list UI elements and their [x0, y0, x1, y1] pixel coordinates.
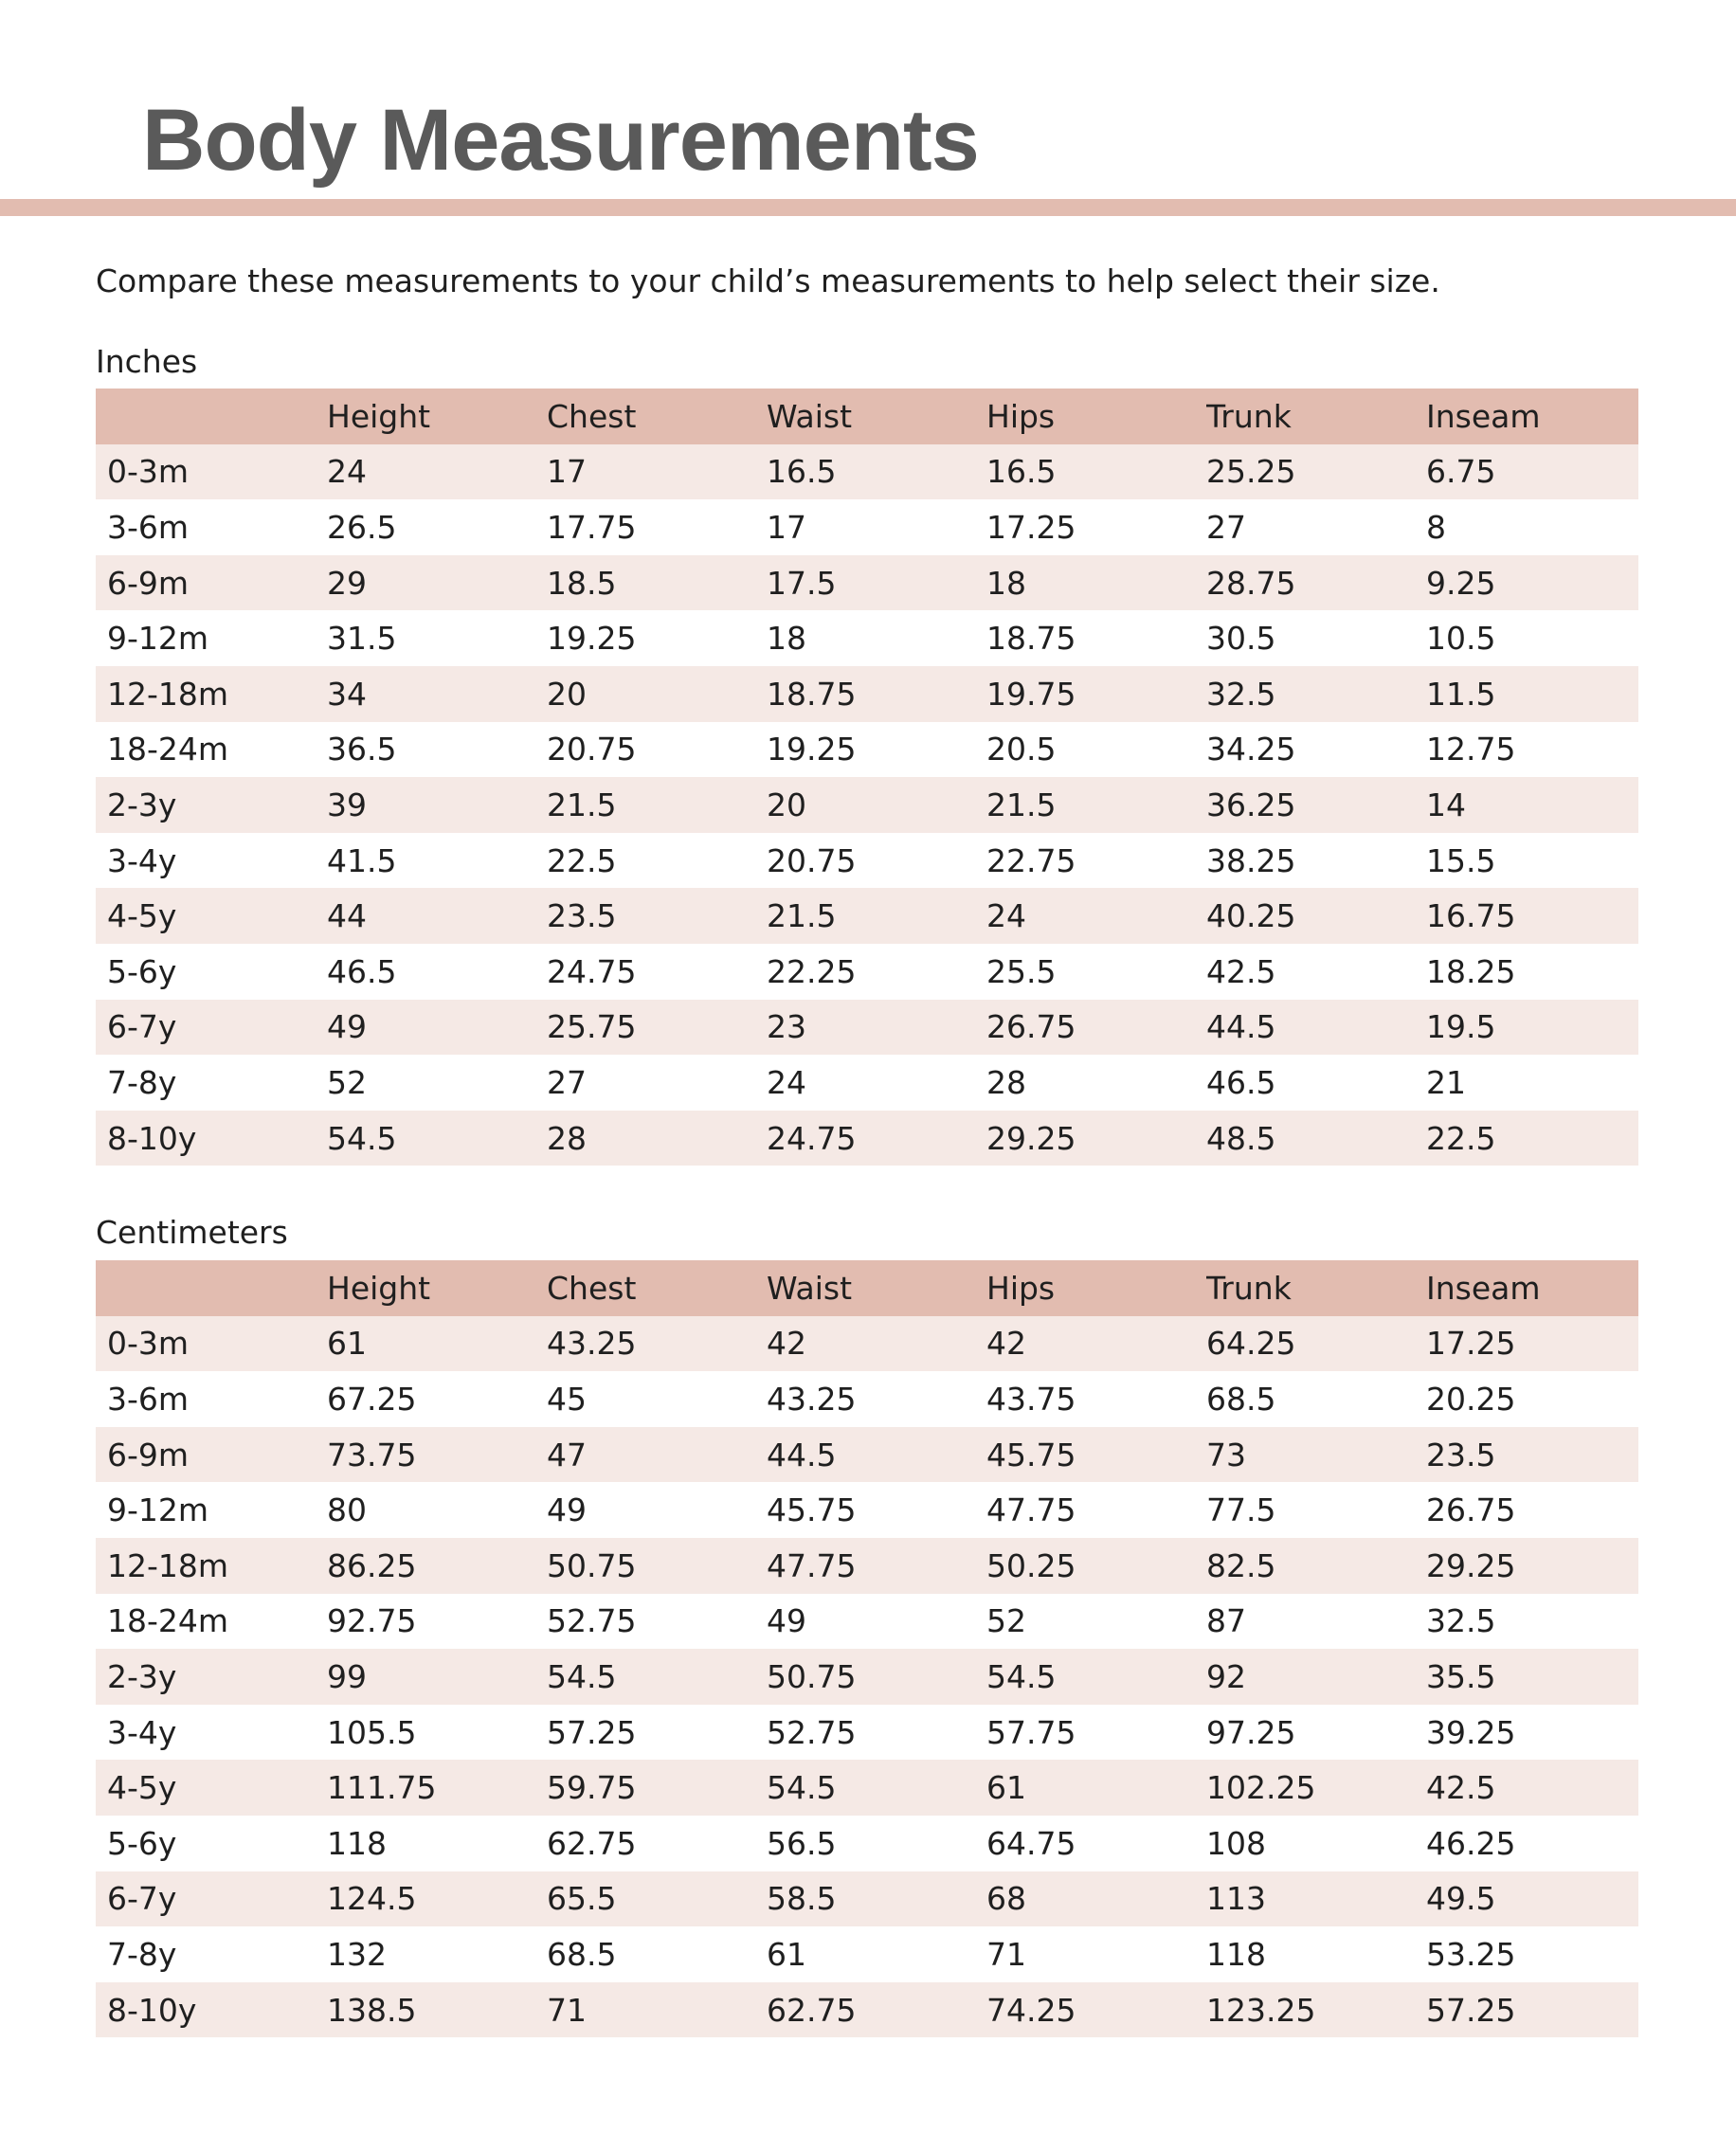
trunk-cell: 30.5 [1206, 620, 1276, 658]
page-title: Body Measurements [142, 92, 979, 189]
inseam-cell: 10.5 [1426, 620, 1496, 658]
chest-cell: 24.75 [547, 952, 637, 990]
height-cell: 54.5 [327, 1119, 397, 1157]
table-header-row [96, 389, 1638, 444]
chest-cell: 25.75 [547, 1008, 637, 1046]
trunk-cell: 92 [1206, 1657, 1246, 1695]
size-cell: 7-8y [107, 1063, 177, 1101]
header-inseam: Inseam [1426, 1269, 1541, 1307]
centimeters-measurement-table [96, 1260, 1638, 2037]
height-cell: 111.75 [327, 1769, 437, 1807]
trunk-cell: 77.5 [1206, 1491, 1276, 1529]
header-height: Height [327, 397, 431, 435]
table-row [96, 1055, 1638, 1111]
waist-cell: 58.5 [767, 1880, 837, 1918]
height-cell: 41.5 [327, 841, 397, 879]
hips-cell: 64.75 [986, 1824, 1076, 1862]
hips-cell: 17.25 [986, 508, 1076, 546]
header-size [96, 389, 327, 444]
size-cell: 12-18m [107, 1546, 229, 1584]
table-row [96, 1371, 1638, 1427]
inseam-cell: 22.5 [1426, 1119, 1496, 1157]
hips-cell: 43.75 [986, 1380, 1076, 1418]
inches-table-body [96, 444, 1638, 1166]
chest-cell: 22.5 [547, 841, 617, 879]
header-height: Height [327, 1269, 431, 1307]
inseam-cell: 8 [1426, 508, 1446, 546]
waist-cell: 20.75 [767, 841, 857, 879]
inches-measurement-table [96, 389, 1638, 1166]
inseam-cell: 6.75 [1426, 453, 1496, 491]
table-row [96, 1816, 1638, 1871]
intro-text: Compare these measurements to your child’s measurements to help select their size. [96, 262, 1440, 299]
chest-cell: 49 [547, 1491, 587, 1529]
header-hips: Hips [986, 1269, 1056, 1307]
height-cell: 24 [327, 453, 367, 491]
trunk-cell: 34.25 [1206, 731, 1296, 768]
size-cell: 18-24m [107, 731, 229, 768]
table-row [96, 499, 1638, 555]
inseam-cell: 49.5 [1426, 1880, 1496, 1918]
size-cell: 18-24m [107, 1602, 229, 1640]
table-row [96, 1111, 1638, 1166]
chest-cell: 23.5 [547, 897, 617, 935]
height-cell: 26.5 [327, 508, 397, 546]
trunk-cell: 113 [1206, 1880, 1266, 1918]
table-row [96, 1871, 1638, 1927]
trunk-cell: 118 [1206, 1935, 1266, 1973]
title-divider [0, 199, 1736, 216]
centimeters-section-label: Centimeters [96, 1214, 288, 1251]
hips-cell: 18 [986, 564, 1026, 602]
chest-cell: 71 [547, 1991, 587, 2029]
inseam-cell: 57.25 [1426, 1991, 1516, 2029]
table-row [96, 444, 1638, 500]
header-chest: Chest [547, 1269, 637, 1307]
size-cell: 5-6y [107, 952, 177, 990]
waist-cell: 17.5 [767, 564, 837, 602]
table-row [96, 1316, 1638, 1372]
size-cell: 3-4y [107, 841, 177, 879]
trunk-cell: 42.5 [1206, 952, 1276, 990]
inseam-cell: 23.5 [1426, 1436, 1496, 1473]
trunk-cell: 28.75 [1206, 564, 1296, 602]
waist-cell: 22.25 [767, 952, 857, 990]
chest-cell: 65.5 [547, 1880, 617, 1918]
waist-cell: 62.75 [767, 1991, 857, 2029]
hips-cell: 61 [986, 1769, 1026, 1807]
waist-cell: 44.5 [767, 1436, 837, 1473]
table-row [96, 1705, 1638, 1761]
size-cell: 2-3y [107, 1657, 177, 1695]
hips-cell: 19.75 [986, 675, 1076, 713]
trunk-cell: 68.5 [1206, 1380, 1276, 1418]
hips-cell: 25.5 [986, 952, 1057, 990]
table-row [96, 1982, 1638, 2038]
height-cell: 29 [327, 564, 367, 602]
size-cell: 2-3y [107, 786, 177, 823]
height-cell: 92.75 [327, 1602, 417, 1640]
waist-cell: 24 [767, 1063, 806, 1101]
header-size [96, 1260, 327, 1316]
size-cell: 9-12m [107, 620, 209, 658]
table-row [96, 888, 1638, 944]
table-row [96, 1538, 1638, 1594]
chest-cell: 62.75 [547, 1824, 637, 1862]
inseam-cell: 46.25 [1426, 1824, 1516, 1862]
chest-cell: 54.5 [547, 1657, 617, 1695]
waist-cell: 50.75 [767, 1657, 857, 1695]
trunk-cell: 27 [1206, 508, 1246, 546]
inseam-cell: 20.25 [1426, 1380, 1516, 1418]
height-cell: 49 [327, 1008, 367, 1046]
waist-cell: 47.75 [767, 1546, 857, 1584]
hips-cell: 47.75 [986, 1491, 1076, 1529]
inches-section-label: Inches [96, 343, 198, 380]
chest-cell: 19.25 [547, 620, 637, 658]
waist-cell: 17 [767, 508, 806, 546]
table-row [96, 666, 1638, 722]
chest-cell: 59.75 [547, 1769, 637, 1807]
centimeters-table-body [96, 1316, 1638, 2038]
inseam-cell: 42.5 [1426, 1769, 1496, 1807]
waist-cell: 20 [767, 786, 806, 823]
inseam-cell: 17.25 [1426, 1325, 1516, 1363]
waist-cell: 18.75 [767, 675, 857, 713]
inseam-cell: 26.75 [1426, 1491, 1516, 1529]
chest-cell: 52.75 [547, 1602, 637, 1640]
header-inseam: Inseam [1426, 397, 1541, 435]
size-cell: 6-7y [107, 1008, 177, 1046]
hips-cell: 18.75 [986, 620, 1076, 658]
inseam-cell: 21 [1426, 1063, 1466, 1101]
waist-cell: 49 [767, 1602, 806, 1640]
height-cell: 73.75 [327, 1436, 417, 1473]
hips-cell: 74.25 [986, 1991, 1076, 2029]
height-cell: 61 [327, 1325, 367, 1363]
table-row [96, 944, 1638, 1000]
waist-cell: 23 [767, 1008, 806, 1046]
height-cell: 39 [327, 786, 367, 823]
hips-cell: 68 [986, 1880, 1026, 1918]
size-cell: 7-8y [107, 1935, 177, 1973]
size-cell: 5-6y [107, 1824, 177, 1862]
header-chest: Chest [547, 397, 637, 435]
hips-cell: 52 [986, 1602, 1026, 1640]
chest-cell: 68.5 [547, 1935, 617, 1973]
trunk-cell: 108 [1206, 1824, 1266, 1862]
size-cell: 8-10y [107, 1991, 197, 2029]
inseam-cell: 12.75 [1426, 731, 1516, 768]
hips-cell: 28 [986, 1063, 1026, 1101]
chest-cell: 17.75 [547, 508, 637, 546]
size-cell: 6-7y [107, 1880, 177, 1918]
inseam-cell: 16.75 [1426, 897, 1516, 935]
waist-cell: 21.5 [767, 897, 837, 935]
chest-cell: 27 [547, 1063, 587, 1101]
inseam-cell: 14 [1426, 786, 1466, 823]
trunk-cell: 44.5 [1206, 1008, 1276, 1046]
chest-cell: 28 [547, 1119, 587, 1157]
waist-cell: 43.25 [767, 1380, 857, 1418]
hips-cell: 50.25 [986, 1546, 1076, 1584]
size-cell: 9-12m [107, 1491, 209, 1529]
trunk-cell: 36.25 [1206, 786, 1296, 823]
chest-cell: 57.25 [547, 1713, 637, 1751]
size-cell: 8-10y [107, 1119, 197, 1157]
chest-cell: 21.5 [547, 786, 617, 823]
waist-cell: 56.5 [767, 1824, 837, 1862]
waist-cell: 19.25 [767, 731, 857, 768]
size-cell: 4-5y [107, 1769, 177, 1807]
hips-cell: 24 [986, 897, 1026, 935]
trunk-cell: 64.25 [1206, 1325, 1296, 1363]
height-cell: 99 [327, 1657, 367, 1695]
trunk-cell: 102.25 [1206, 1769, 1316, 1807]
header-hips: Hips [986, 397, 1056, 435]
height-cell: 67.25 [327, 1380, 417, 1418]
height-cell: 132 [327, 1935, 387, 1973]
waist-cell: 45.75 [767, 1491, 857, 1529]
waist-cell: 61 [767, 1935, 806, 1973]
inseam-cell: 11.5 [1426, 675, 1496, 713]
waist-cell: 54.5 [767, 1769, 837, 1807]
inseam-cell: 39.25 [1426, 1713, 1516, 1751]
size-cell: 3-6m [107, 508, 190, 546]
height-cell: 52 [327, 1063, 367, 1101]
size-cell: 3-6m [107, 1380, 190, 1418]
chest-cell: 43.25 [547, 1325, 637, 1363]
inseam-cell: 29.25 [1426, 1546, 1516, 1584]
table-row [96, 833, 1638, 889]
height-cell: 31.5 [327, 620, 397, 658]
chest-cell: 20.75 [547, 731, 637, 768]
table-row [96, 1000, 1638, 1056]
inseam-cell: 53.25 [1426, 1935, 1516, 1973]
height-cell: 80 [327, 1491, 367, 1529]
height-cell: 44 [327, 897, 367, 935]
table-row [96, 777, 1638, 833]
size-cell: 3-4y [107, 1713, 177, 1751]
waist-cell: 16.5 [767, 453, 837, 491]
size-cell: 6-9m [107, 1436, 190, 1473]
header-trunk: Trunk [1206, 1269, 1292, 1307]
hips-cell: 54.5 [986, 1657, 1057, 1695]
hips-cell: 16.5 [986, 453, 1057, 491]
hips-cell: 71 [986, 1935, 1026, 1973]
height-cell: 34 [327, 675, 367, 713]
trunk-cell: 82.5 [1206, 1546, 1276, 1584]
hips-cell: 42 [986, 1325, 1026, 1363]
table-row [96, 1760, 1638, 1816]
trunk-cell: 97.25 [1206, 1713, 1296, 1751]
table-row [96, 610, 1638, 666]
height-cell: 138.5 [327, 1991, 417, 2029]
waist-cell: 24.75 [767, 1119, 857, 1157]
height-cell: 36.5 [327, 731, 397, 768]
hips-cell: 20.5 [986, 731, 1057, 768]
chest-cell: 45 [547, 1380, 587, 1418]
waist-cell: 42 [767, 1325, 806, 1363]
inseam-cell: 19.5 [1426, 1008, 1496, 1046]
inseam-cell: 35.5 [1426, 1657, 1496, 1695]
trunk-cell: 25.25 [1206, 453, 1296, 491]
table-row [96, 1482, 1638, 1538]
size-cell: 4-5y [107, 897, 177, 935]
table-row [96, 1926, 1638, 1982]
chest-cell: 17 [547, 453, 587, 491]
trunk-cell: 87 [1206, 1602, 1246, 1640]
table-row [96, 1649, 1638, 1705]
height-cell: 118 [327, 1824, 387, 1862]
hips-cell: 57.75 [986, 1713, 1076, 1751]
trunk-cell: 38.25 [1206, 841, 1296, 879]
hips-cell: 21.5 [986, 786, 1057, 823]
trunk-cell: 40.25 [1206, 897, 1296, 935]
inseam-cell: 32.5 [1426, 1602, 1496, 1640]
inseam-cell: 18.25 [1426, 952, 1516, 990]
size-cell: 0-3m [107, 453, 190, 491]
chest-cell: 47 [547, 1436, 587, 1473]
header-waist: Waist [767, 397, 853, 435]
header-waist: Waist [767, 1269, 853, 1307]
inseam-cell: 15.5 [1426, 841, 1496, 879]
waist-cell: 52.75 [767, 1713, 857, 1751]
hips-cell: 22.75 [986, 841, 1076, 879]
chest-cell: 20 [547, 675, 587, 713]
chest-cell: 18.5 [547, 564, 617, 602]
trunk-cell: 32.5 [1206, 675, 1276, 713]
inseam-cell: 9.25 [1426, 564, 1496, 602]
header-trunk: Trunk [1206, 397, 1292, 435]
size-cell: 0-3m [107, 1325, 190, 1363]
size-cell: 6-9m [107, 564, 190, 602]
table-row [96, 1427, 1638, 1483]
table-row [96, 1594, 1638, 1650]
hips-cell: 29.25 [986, 1119, 1076, 1157]
table-row [96, 722, 1638, 778]
hips-cell: 26.75 [986, 1008, 1076, 1046]
trunk-cell: 123.25 [1206, 1991, 1316, 2029]
height-cell: 124.5 [327, 1880, 417, 1918]
height-cell: 105.5 [327, 1713, 417, 1751]
trunk-cell: 46.5 [1206, 1063, 1276, 1101]
size-cell: 12-18m [107, 675, 229, 713]
height-cell: 86.25 [327, 1546, 417, 1584]
table-header-row [96, 1260, 1638, 1316]
trunk-cell: 48.5 [1206, 1119, 1276, 1157]
table-row [96, 555, 1638, 611]
waist-cell: 18 [767, 620, 806, 658]
trunk-cell: 73 [1206, 1436, 1246, 1473]
height-cell: 46.5 [327, 952, 397, 990]
hips-cell: 45.75 [986, 1436, 1076, 1473]
chest-cell: 50.75 [547, 1546, 637, 1584]
